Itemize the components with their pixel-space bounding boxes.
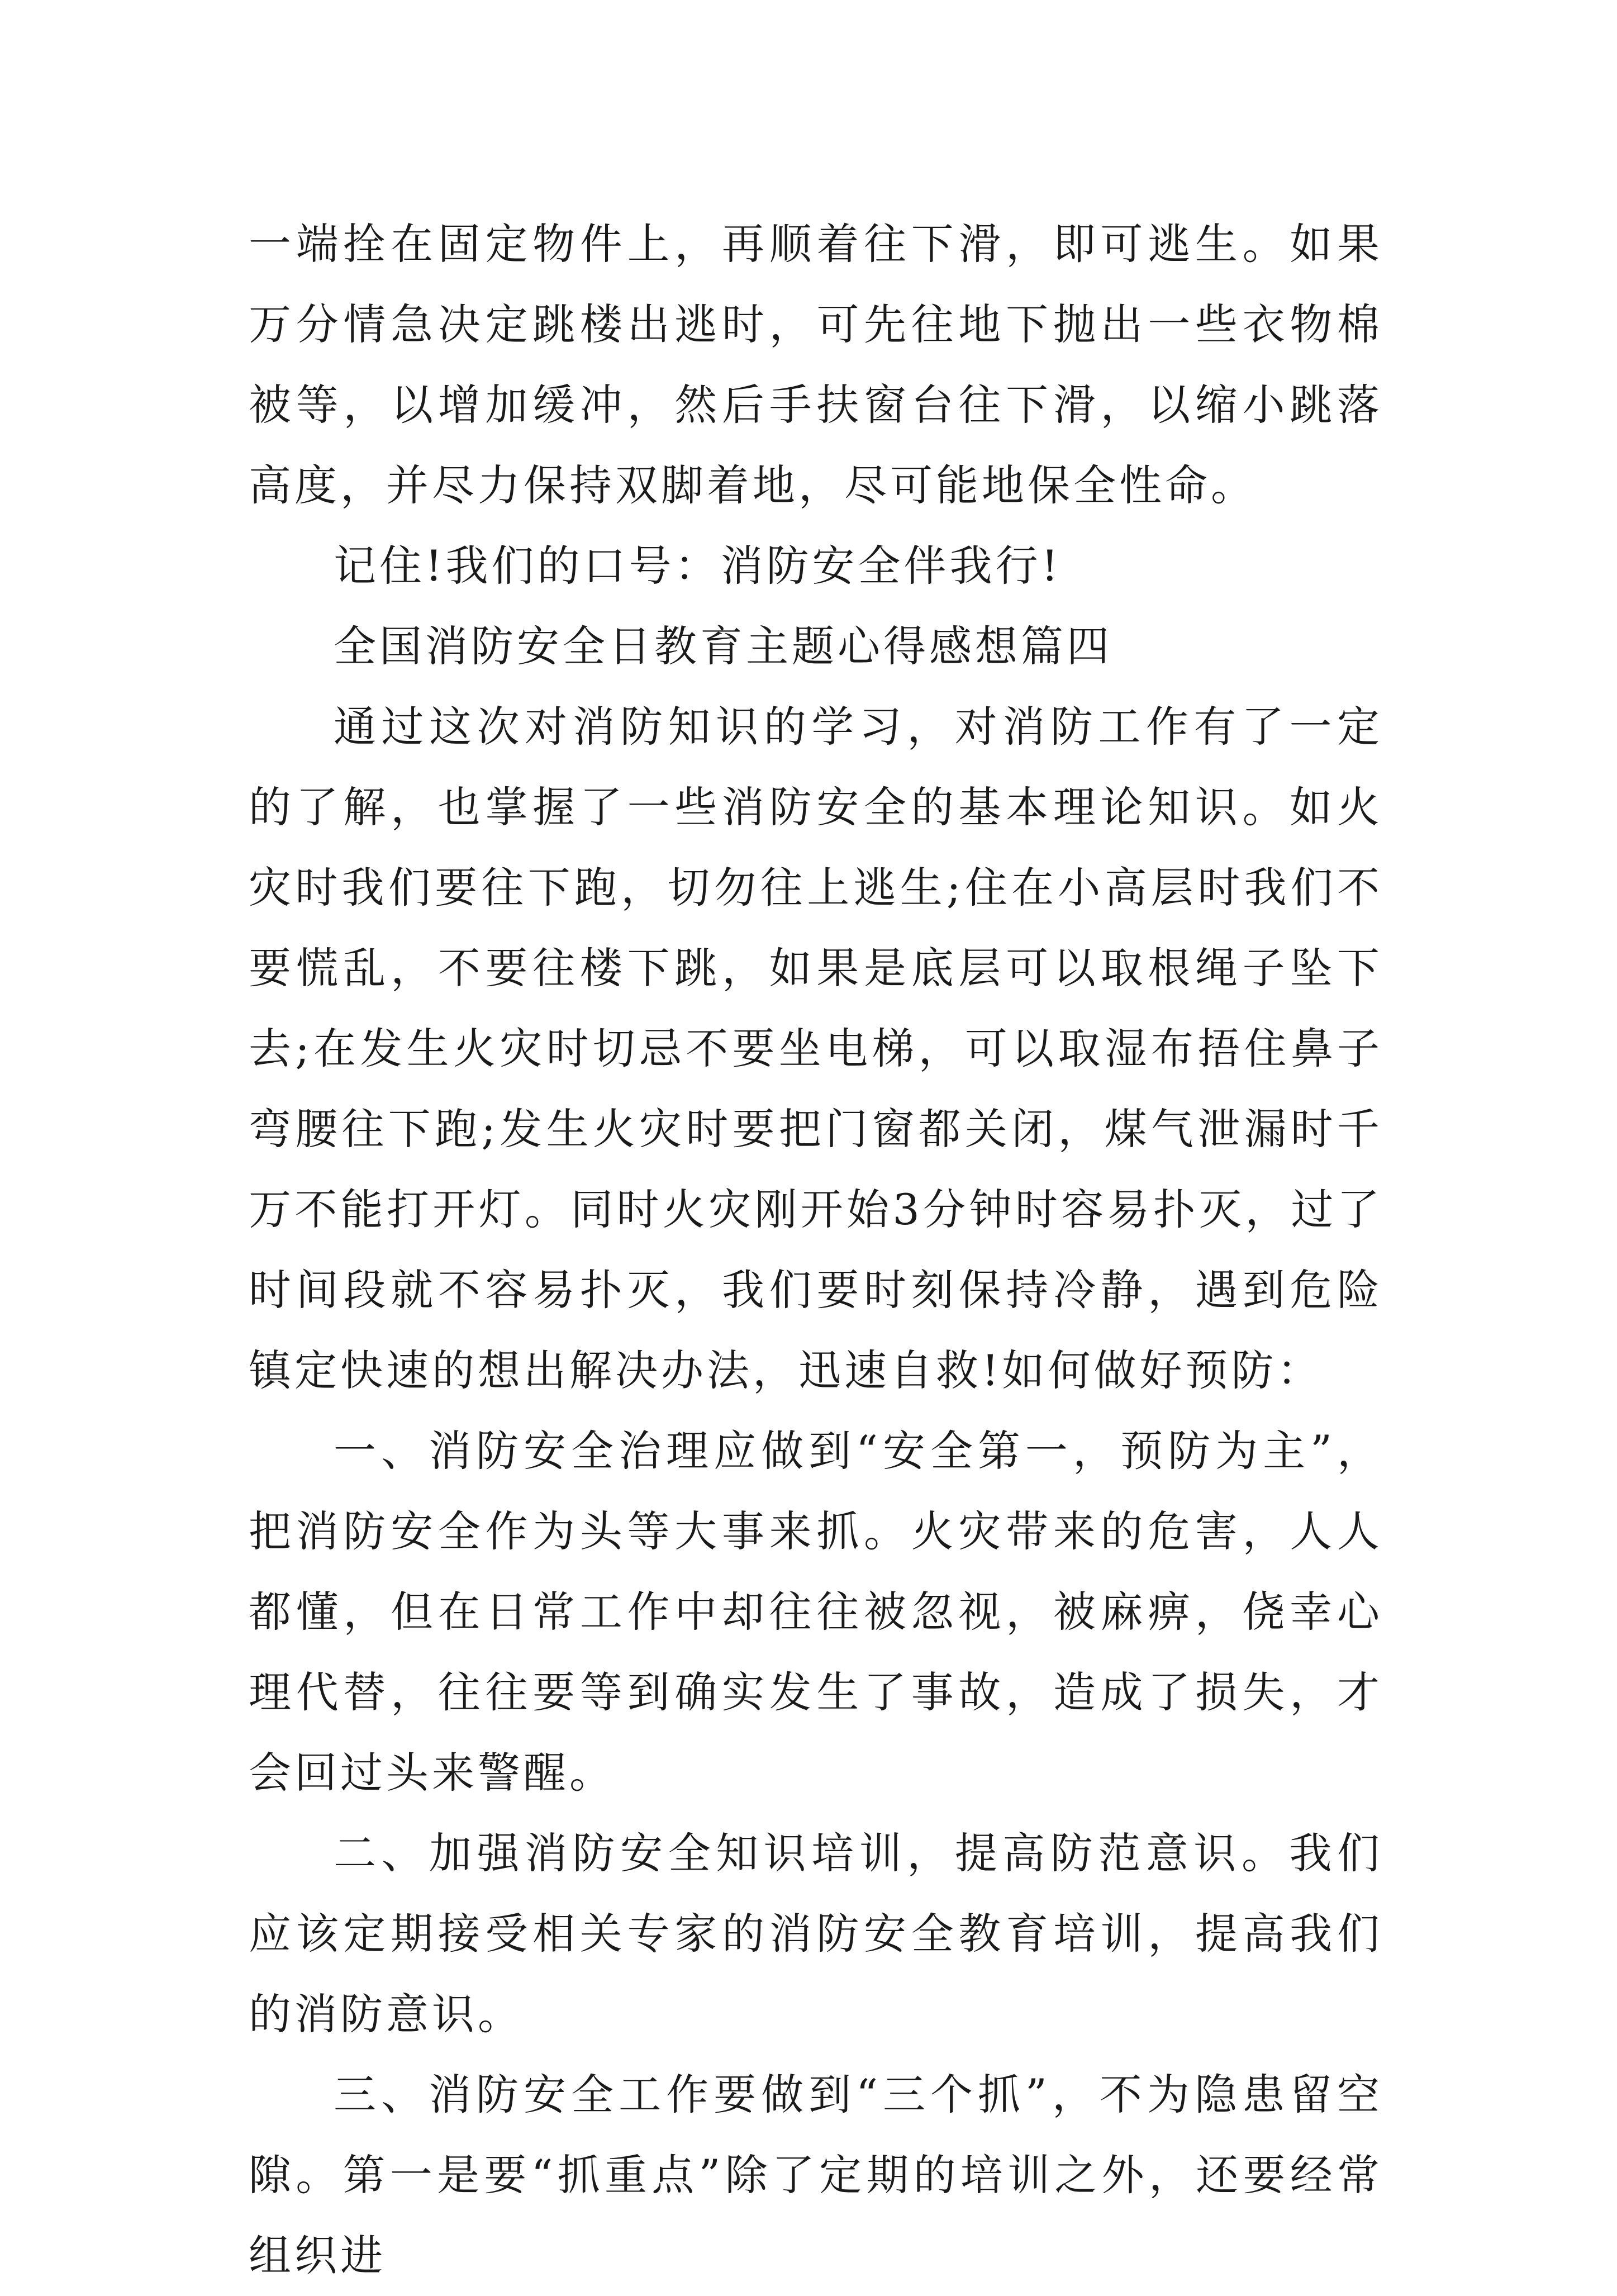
body-text (249, 204, 1383, 2296)
paragraph-point-one: 一、消防安全治理应做到“安全第一，预防为主”，把消防安全作为头等大事来抓。火灾带来的危害，人人都懂，但在日常工作中却往往被忽视，被麻痹，侥幸心理代替，往往要等到确实发生了事故，造成了损失，才会回过头来警醒。 (249, 1426, 1383, 1798)
paragraph-escape-tips: 一端拴在固定物件上，再顺着往下滑，即可逃生。如果万分情急决定跳楼出逃时，可先往地下抛出一些衣物棉被等，以增加缓冲，然后手扶窗台往下滑，以缩小跳落高度，并尽力保持双脚着地，尽可能地保全性命。 (249, 219, 1383, 510)
section-heading: 全国消防安全日教育主题心得感想篇四 (334, 621, 1112, 671)
paragraph-point-three: 三、消防安全工作要做到“三个抓”，不为隐患留空隙。第一是要“抓重点”除了定期的培训之外，还要经常组织进 (249, 2070, 1383, 2280)
paragraph-learning: 通过这次对消防知识的学习，对消防工作有了一定的了解，也掌握了一些消防安全的基本理论知识。如火灾时我们要往下跑，切勿往上逃生;住在小高层时我们不要慌乱，不要往楼下跳，如果是底层可以取根绳子坠下去;在发生火灾时切忌不要坐电梯，可以取湿布捂住鼻子弯腰往下跑;发生火灾时要把门窗都关闭，煤气泄漏时千万不能打开灯。同时火灾刚开始3分钟时容易扑灭，过了时间段就不容易扑灭，我们要时刻保持冷静，遇到危险镇定快速的想出解决办法，迅速自救!如何做好预防： (249, 702, 1383, 1395)
paragraph-point-two: 二、加强消防安全知识培训，提高防范意识。我们应该定期接受相关专家的消防安全教育培训，提高我们的消防意识。 (249, 1828, 1383, 2039)
paragraph-slogan: 记住!我们的口号：消防安全伴我行! (334, 541, 1062, 591)
